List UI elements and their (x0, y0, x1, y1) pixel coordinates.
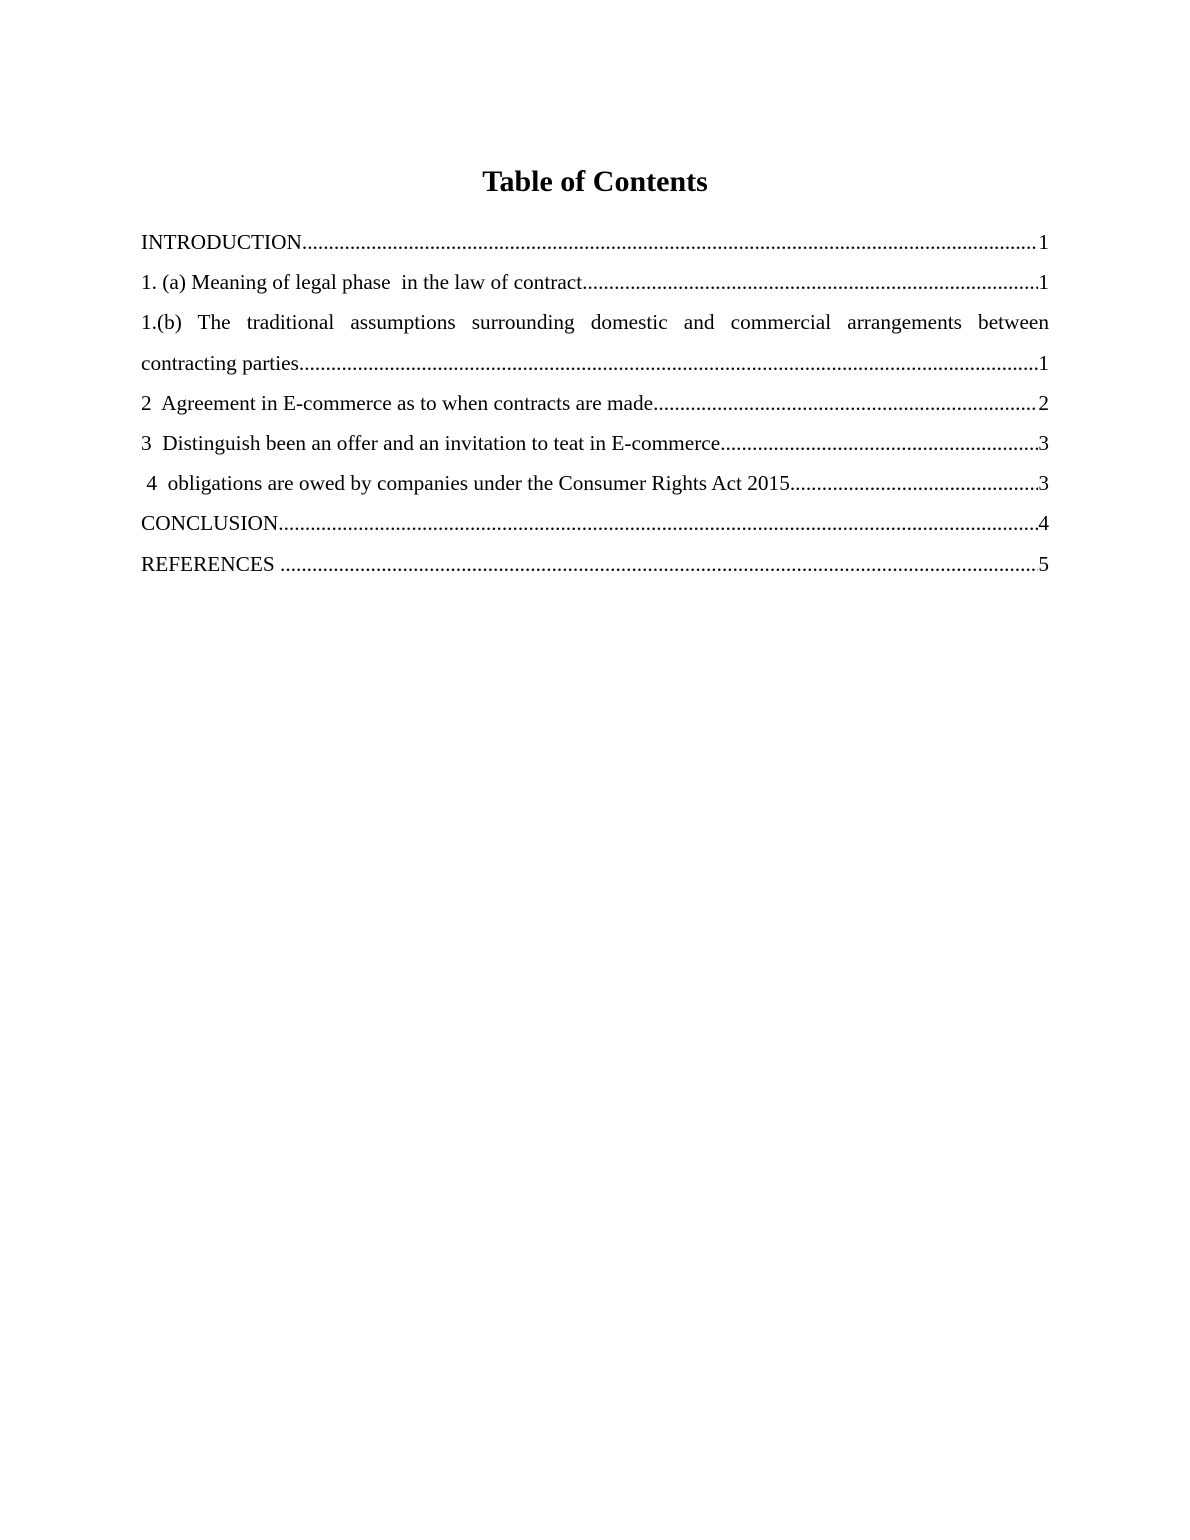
toc-page-number: 1 (1038, 230, 1049, 254)
toc-entry-label: INTRODUCTION (141, 230, 302, 254)
toc-entry-label: 1. (a) Meaning of legal phase in the law of contract (141, 270, 583, 295)
toc-entry-introduction[interactable] (141, 222, 1049, 262)
toc-entry-conclusion[interactable] (141, 503, 1049, 543)
toc-dot-leader (720, 423, 1038, 463)
toc-entry-references[interactable] (141, 544, 1049, 584)
toc-entry-1b[interactable] (141, 302, 1049, 382)
toc-entry-label: 3 Distinguish been an offer and an invitation to teat in E-commerce (141, 430, 721, 455)
toc-dot-leader (278, 503, 1038, 543)
toc-entry-label: 2 Agreement in E-commerce as to when contracts are made (141, 390, 654, 415)
toc-dot-leader (790, 463, 1038, 503)
toc-entry-3[interactable] (141, 423, 1049, 463)
toc-dot-leader (653, 383, 1038, 423)
toc-entry-2[interactable] (141, 383, 1049, 423)
toc-page-number: 1 (1038, 270, 1049, 295)
toc-entry-label: REFERENCES (141, 551, 281, 576)
toc-entry-label-line1: 1.(b) The traditional assumptions surrounding domestic and commercial arrangements between (141, 310, 1049, 335)
toc-entry-4[interactable] (141, 463, 1049, 503)
toc-page-number: 5 (1038, 551, 1049, 576)
toc-page-number: 4 (1038, 511, 1049, 536)
toc-page-number: 1 (1038, 350, 1049, 375)
toc-page-number: 2 (1038, 390, 1049, 415)
toc-entry-label: 4 obligations are owed by companies under the Consumer Rights Act 2015 (141, 471, 790, 496)
toc-page-number: 3 (1038, 471, 1049, 496)
toc-dot-leader (302, 222, 1038, 262)
toc-dot-leader (299, 343, 1038, 383)
table-of-contents (141, 222, 1049, 584)
toc-dot-leader (582, 262, 1038, 302)
toc-entry-1a[interactable] (141, 262, 1049, 302)
toc-entry-label-line2: contracting parties (141, 350, 299, 375)
toc-title: Table of Contents (482, 165, 708, 198)
toc-entry-label: CONCLUSION (141, 511, 279, 536)
toc-page-number: 3 (1038, 430, 1049, 455)
toc-dot-leader (280, 544, 1038, 584)
